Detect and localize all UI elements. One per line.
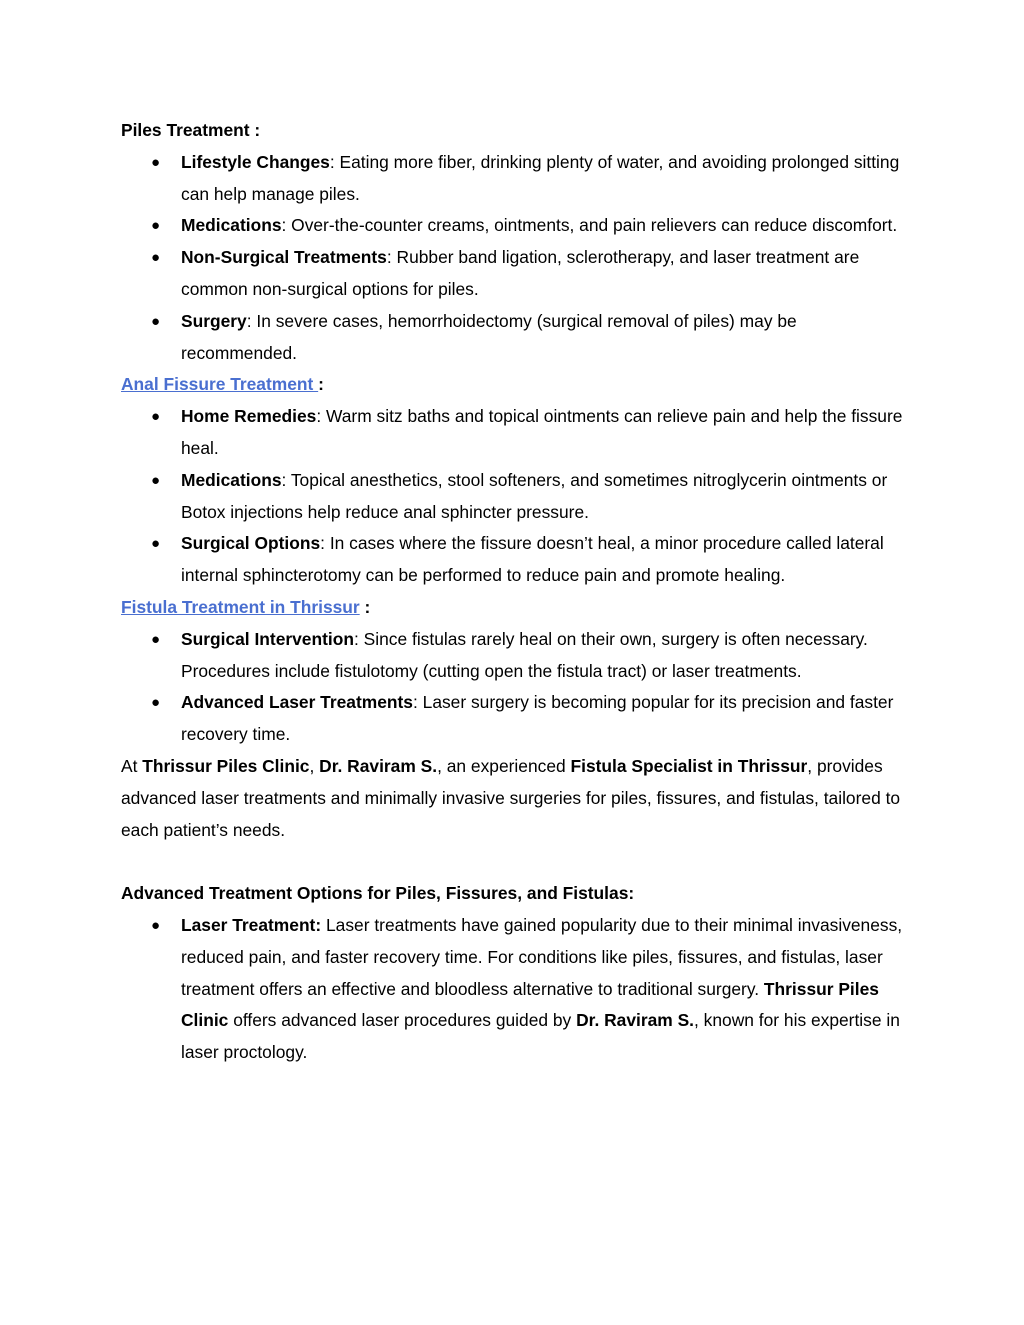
list-item xyxy=(121,687,911,751)
bullet-icon: ● xyxy=(151,535,161,553)
list-item xyxy=(121,242,911,306)
item-text: : Laser surgery is becoming popular for its precision and faster recovery time. xyxy=(181,692,894,745)
list-item xyxy=(121,910,911,1069)
bullet-icon: ● xyxy=(151,153,161,171)
item-term: Medications xyxy=(181,469,282,490)
heading-colon: : xyxy=(318,374,324,395)
item-text: Laser treatments have gained popularity due to their minimal invasiveness, reduced pain, and faster recovery time. For conditions like piles, fissures, and fistulas, laser treatment offers an effective and bloodless alternative to traditional surgery. xyxy=(181,914,903,999)
document-page xyxy=(121,115,911,1069)
specialist-title: Fistula Specialist in Thrissur xyxy=(570,755,808,776)
bullet-icon: ● xyxy=(151,916,161,934)
item-text: : In cases where the fissure doesn’t heal, a minor procedure called lateral internal sphincterotomy can be performed to reduce pain and promote healing. xyxy=(181,533,884,586)
fissure-heading xyxy=(121,369,911,401)
piles-list xyxy=(121,147,911,370)
bullet-icon: ● xyxy=(151,694,161,712)
blank-line xyxy=(121,846,911,878)
fissure-treatment-link[interactable]: Anal Fissure Treatment xyxy=(121,374,319,395)
item-text: : Topical anesthetics, stool softeners, and sometimes nitroglycerin ointments or Botox injections help reduce anal sphincter pressure. xyxy=(181,469,888,522)
item-text: : Rubber band ligation, sclerotherapy, and laser treatment are common non-surgical options for piles. xyxy=(181,247,860,299)
clinic-name: Thrissur Piles Clinic xyxy=(181,978,879,1031)
list-item xyxy=(121,401,911,465)
item-term: Non-Surgical Treatments xyxy=(181,247,387,268)
list-item xyxy=(121,210,911,242)
item-text: : Since fistulas rarely heal on their own, surgery is often necessary. Procedures include fistulotomy (cutting open the fistula tract) or laser treatments. xyxy=(181,628,868,681)
doctor-name: Dr. Raviram S. xyxy=(319,755,438,776)
list-item xyxy=(121,147,911,211)
item-term: Surgical Options xyxy=(181,533,321,554)
item-term: Surgery xyxy=(181,310,247,331)
bullet-icon: ● xyxy=(151,471,161,489)
item-text: : Warm sitz baths and topical ointments can relieve pain and help the fissure heal. xyxy=(181,406,903,458)
fistula-list xyxy=(121,624,911,751)
item-text: offers advanced laser procedures guided by xyxy=(228,1010,577,1031)
item-term: Surgical Intervention xyxy=(181,628,354,649)
bullet-icon: ● xyxy=(151,408,161,426)
item-term: Lifestyle Changes xyxy=(181,151,330,172)
list-item xyxy=(121,465,911,529)
summary-text: , an experienced xyxy=(437,755,571,776)
list-item xyxy=(121,528,911,592)
item-text: : Eating more fiber, drinking plenty of water, and avoiding prolonged sitting can help manage piles. xyxy=(181,151,900,204)
fissure-list xyxy=(121,401,911,592)
bullet-icon: ● xyxy=(151,217,161,235)
fistula-treatment-link[interactable]: Fistula Treatment in Thrissur xyxy=(121,596,360,617)
item-term: Home Remedies xyxy=(181,406,317,427)
item-text: : Over-the-counter creams, ointments, and pain relievers can reduce discomfort. xyxy=(281,215,898,236)
item-text: : In severe cases, hemorrhoidectomy (surgical removal of piles) may be recommended. xyxy=(181,310,797,363)
heading-colon: : xyxy=(359,596,371,617)
summary-paragraph xyxy=(121,751,911,846)
summary-text: At xyxy=(121,755,143,776)
list-item xyxy=(121,306,911,370)
bullet-icon: ● xyxy=(151,312,161,330)
summary-text: , provides advanced laser treatments and minimally invasive surgeries for piles, fissures, and fistulas, tailored to each patient’s needs. xyxy=(121,755,901,840)
advanced-list xyxy=(121,910,911,1069)
fistula-heading xyxy=(121,592,911,624)
doctor-name: Dr. Raviram S. xyxy=(576,1010,695,1031)
advanced-heading: Advanced Treatment Options for Piles, Fissures, and Fistulas: xyxy=(121,883,635,904)
item-term: Medications xyxy=(181,215,282,236)
summary-text: , xyxy=(309,755,320,776)
item-term: Advanced Laser Treatments xyxy=(181,692,413,713)
bullet-icon: ● xyxy=(151,630,161,648)
item-text: , known for his expertise in laser proctology. xyxy=(181,1010,900,1063)
item-term: Laser Treatment: xyxy=(181,914,322,935)
bullet-icon: ● xyxy=(151,249,161,267)
clinic-name: Thrissur Piles Clinic xyxy=(142,755,310,776)
list-item xyxy=(121,624,911,688)
piles-heading: Piles Treatment : xyxy=(121,120,261,140)
